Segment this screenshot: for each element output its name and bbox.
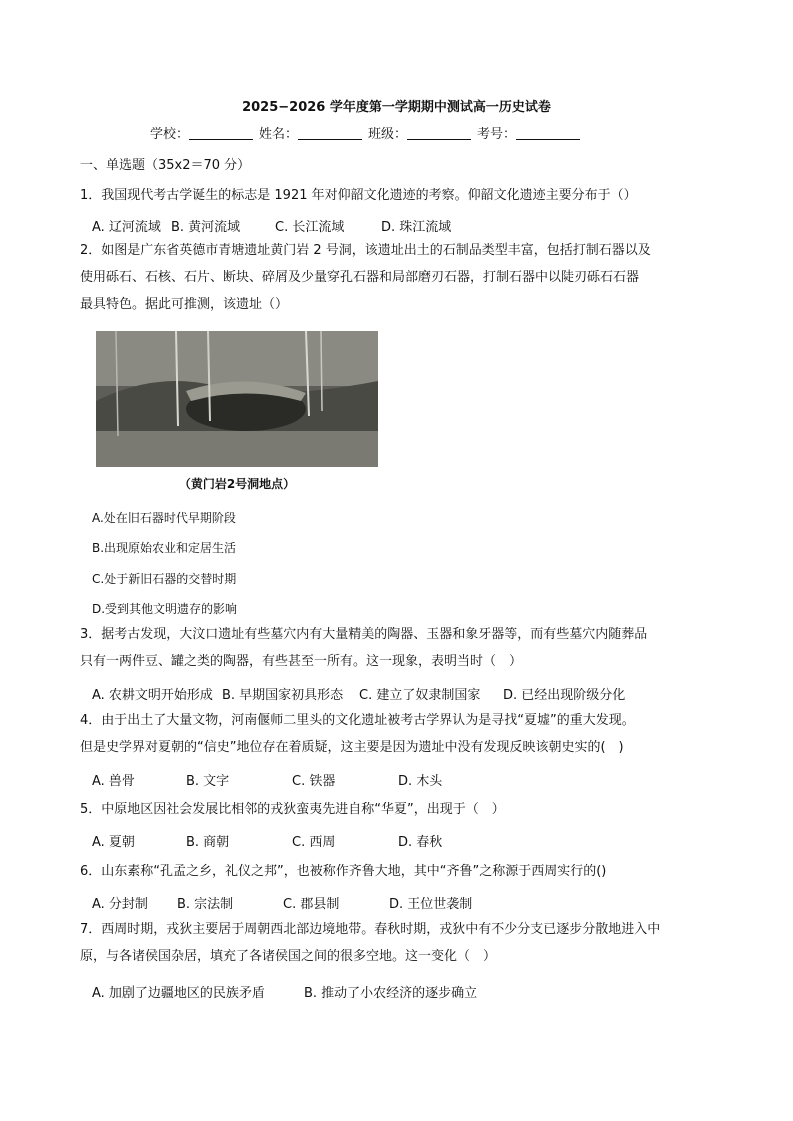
- section-title: 一、单选题（35x2＝70 分）: [80, 158, 251, 173]
- option-b: B. 商朝: [186, 835, 230, 850]
- option-c: C.处于新旧石器的交替时期: [92, 572, 237, 586]
- question-text: 使用砾石、石核、石片、断块、碎屑及少量穿孔石器和局部磨刃石器，打制石器中以陡刃砾石石器: [80, 270, 640, 285]
- question-text: 但是史学界对夏朝的“信史”地位存在着质疑，这主要是因为遗址中没有发现反映该朝史实的( ): [80, 740, 624, 755]
- option-a: A. 兽骨: [92, 774, 135, 789]
- option-b: B. 黄河流域: [171, 220, 241, 235]
- question-4-options: [92, 770, 442, 789]
- cave-photo-image: [96, 331, 378, 467]
- question-text: 6．山东素称“孔孟之乡，礼仪之邦”，也被称作齐鲁大地，其中“齐鲁”之称源于西周实行的(): [80, 864, 607, 879]
- name-label: 姓名：: [259, 127, 299, 142]
- option-d: D. 木头: [398, 774, 443, 789]
- question-text: 1．我国现代考古学诞生的标志是 1921 年对仰韶文化遗迹的考察。仰韶文化遗迹主要分布于（）: [80, 188, 637, 203]
- question-text: 2．如图是广东省英德市青塘遗址黄门岩 2 号洞，该遗址出土的石制品类型丰富，包括打制石器以及: [80, 243, 651, 258]
- option-c: C. 铁器: [292, 774, 336, 789]
- class-blank: [407, 126, 471, 140]
- school-blank: [189, 126, 253, 140]
- question-4: [80, 707, 635, 761]
- question-6: [80, 858, 606, 885]
- option-a: A. 夏朝: [92, 835, 135, 850]
- option-d: D. 珠江流域: [381, 220, 452, 235]
- question-2: [80, 237, 651, 318]
- option-b: B. 推动了小农经济的逐步确立: [304, 986, 478, 1001]
- question-text: 3．据考古发现，大汶口遗址有些墓穴内有大量精美的陶器、玉器和象牙器等，而有些墓穴内随葬品: [80, 627, 648, 642]
- question-text: 5．中原地区因社会发展比相邻的戎狄蛮夷先进自称“华夏”，出现于（ ）: [80, 802, 505, 817]
- question-text: 7．西周时期，戎狄主要居于周朝西北部边境地带。春秋时期，戎狄中有不少分支已逐步分散地进入中: [80, 922, 661, 937]
- class-label: 班级：: [368, 127, 408, 142]
- option-c: C. 郡县制: [283, 897, 340, 912]
- question-7: [80, 916, 660, 970]
- option-b: B. 宗法制: [177, 897, 234, 912]
- school-label: 学校：: [150, 127, 190, 142]
- option-b: B. 早期国家初具形态: [222, 688, 344, 703]
- option-d: D. 春秋: [398, 835, 443, 850]
- question-5-options: [92, 831, 442, 850]
- number-label: 考号：: [477, 127, 517, 142]
- option-a: A. 辽河流域: [92, 220, 161, 235]
- option-d: D. 王位世袭制: [389, 897, 473, 912]
- option-b: B. 文字: [186, 774, 230, 789]
- question-text: 只有一两件豆、罐之类的陶器，有些甚至一所有。这一现象，表明当时（ ）: [80, 654, 523, 669]
- question-6-options: [92, 893, 472, 912]
- option-a: A. 加剧了边疆地区的民族矛盾: [92, 986, 265, 1001]
- option-c: C. 长江流域: [275, 220, 345, 235]
- name-blank: [298, 126, 362, 140]
- question-3-options: [92, 684, 625, 703]
- option-a: A. 分封制: [92, 897, 148, 912]
- question-1: [80, 182, 637, 209]
- option-a: A. 农耕文明开始形成: [92, 688, 213, 703]
- question-text: 最具特色。据此可推测，该遗址（）: [80, 297, 289, 312]
- question-5: [80, 796, 505, 823]
- question-1-options: [92, 216, 451, 235]
- photo-caption: （黄门岩2号洞地点）: [178, 477, 296, 491]
- question-text: 原，与各诸侯国杂居，填充了各诸侯国之间的很多空地。这一变化（ ）: [80, 949, 497, 964]
- option-c: C. 西周: [292, 835, 336, 850]
- question-3: [80, 621, 647, 675]
- exam-title: 2025−2026 学年度第一学期期中测试高一历史试卷: [242, 100, 551, 115]
- cave-photo: [96, 331, 378, 467]
- question-text: 4．由于出土了大量文物，河南偃师二里头的文化遗址被考古学界认为是寻找“夏墟”的重大发现。: [80, 713, 635, 728]
- option-d: D.受到其他文明遗存的影响: [92, 602, 238, 616]
- number-blank: [516, 126, 580, 140]
- option-d: D. 已经出现阶级分化: [503, 688, 626, 703]
- option-b: B.出现原始农业和定居生活: [92, 541, 237, 555]
- option-a: A.处在旧石器时代早期阶段: [92, 511, 236, 525]
- student-info-line: [150, 123, 586, 142]
- option-c: C. 建立了奴隶制国家: [359, 688, 481, 703]
- question-7-options: [92, 982, 477, 1001]
